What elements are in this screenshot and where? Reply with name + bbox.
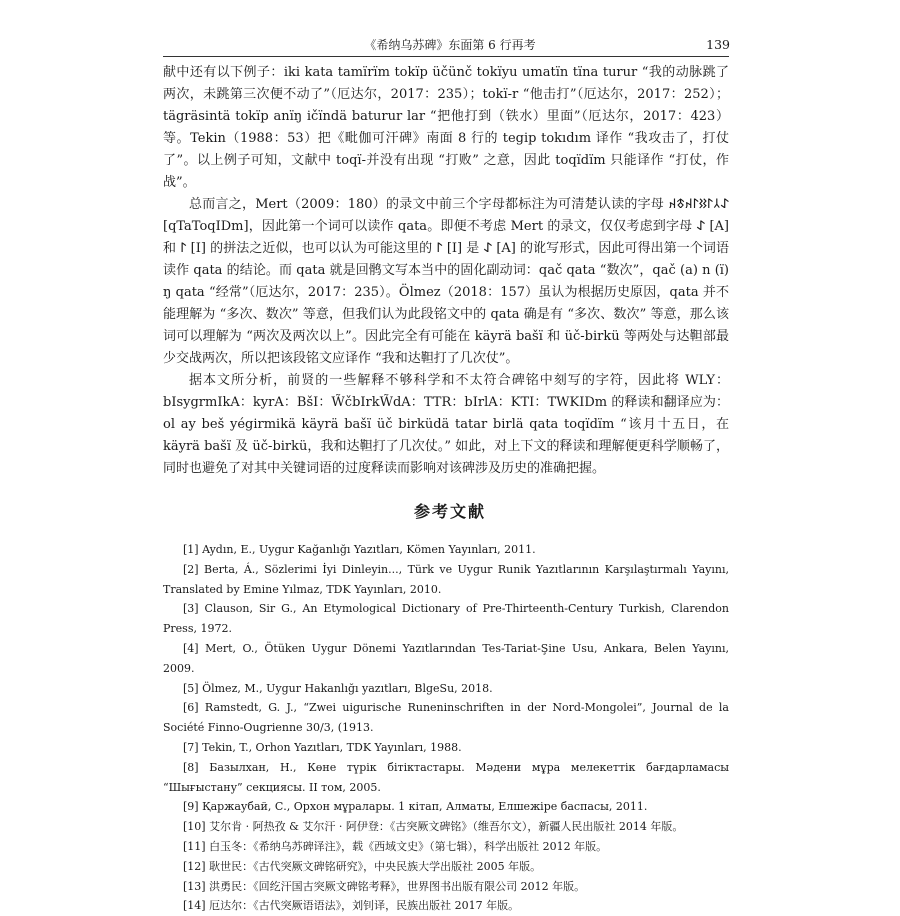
reference-text: 厄达尔：《古代突厥语语法》，刘钊译，民族出版社 2017 年版。	[209, 899, 520, 913]
reference-number: [4]	[183, 641, 199, 655]
reference-number: [6]	[183, 701, 199, 715]
reference-number: [9]	[183, 800, 199, 814]
reference-item	[163, 698, 729, 738]
reference-text: Clauson, Sir G., An Etymological Dictionary of Pre-Thirteenth-Century Turkish, Clarendon Press, 1972.	[163, 602, 729, 636]
body-text	[163, 62, 729, 480]
paragraph: 据本文所分析，前贤的一些解释不够科学和不太符合碑铭中刻写的字符，因此将 WLY：bIsygrmIkA：kyrA：BšI：W̃čbIrkW̃dA：TTR：bIrlA：KTI：TWKIDm 的释读和翻译应为：ol ay beš yégirmikä käyrä bašï üč birküdä tatar birlä qata toqïdïm “该月十五日，在 käyrä bašï 及 üč-birkü，我和达靼打了几次仗。” 如此，对上下文的释读和理解便更科学顺畅了，同时也避免了对其中关键词语的过度释读而影响对该碑涉及历史的准确把握。	[163, 373, 729, 476]
reference-text: 耿世民：《古代突厥文碑铭研究》，中央民族大学出版社 2005 年版。	[209, 859, 542, 873]
reference-number: [13]	[183, 879, 206, 893]
reference-text: Mert, O., Ötüken Uygur Dönemi Yazıtlarından Tes-Tariat-Şine Usu, Ankara, Belen Yayını, 2009.	[163, 641, 729, 675]
reference-number: [5]	[183, 681, 199, 695]
reference-number: [7]	[183, 740, 199, 754]
reference-text: 洪勇民：《回纥汗国古突厥文碑铭考释》，世界图书出版有限公司 2012 年版。	[209, 879, 586, 893]
reference-text: Ramstedt, G. J., “Zwei uigurische Runeninschriften in der Nord-Mongolei”, Journal de la Société Finno-Ougrienne 30/3, (1913.	[163, 701, 729, 735]
reference-number: [12]	[183, 859, 206, 873]
reference-text: 白玉冬：《希纳乌苏碑译注》，载《西域文史》（第七辑），科学出版社 2012 年版。	[209, 839, 608, 853]
reference-item	[163, 758, 729, 798]
paragraph: 献中还有以下例子：iki kata tamïrïm tokïp üčünč tokïyu umatïn tïna turur “我的动脉跳了两次，未跳第三次便不动了”（厄达尔，2017：235）；tokï-r “他击打”（厄达尔，2017：252）；tägräsintä tokïp anïŋ ičïndä baturur lar “把他打到（铁水）里面”（厄达尔，2017：423）等。Tekin（1988：53）把《毗伽可汗碑》南面 8 行的 tegip tokıdım 译作 “我攻击了，打仗了”。以上例子可知，文献中 toqï-并没有出现 “打败” 之意，因此 toqïdïm 只能译作 “打仗，作战”。	[163, 65, 729, 190]
reference-text: Berta, Á., Sözlerimi İyi Dinleyin..., Türk ve Uygur Runik Yazıtlarının Karşılaştırmalı Yayını, Translated by Emine Yılmaz, TDK Yayınları, 2010.	[163, 562, 730, 596]
reference-item	[163, 877, 729, 897]
reference-item	[163, 797, 729, 817]
paragraph: 总而言之，Mert（2009：180）的录文中前三个字母都标注为可清楚认读的字母 𐰀𐰲𐰃𐰑𐰃𐰴𐱃𐰴 [qTaToqIDm]，因此第一个词可以读作 qata。即便不考虑 Mert 的录文，仅仅考虑到字母 𐰀 [A] 和 𐰃 [I] 的拼法之近似，也可以认为可能这里的 𐰃 [I] 是 𐰀 [A] 的讹写形式，因此可得出第一个词语读作 qata 的结论。而 qata 就是回鹘文写本当中的固化副动词：qač qata “数次”，qač (a) n (ï) ŋ qata “经常”（厄达尔，2017：235）。Ölmez（2018：157）虽认为根据历史原因，qata 并不能理解为 “多次、数次” 等意，但我们认为此段铭文中的 qata 确是有 “多次、数次” 等意，那么该词可以理解为 “两次及两次以上”。因此完全有可能在 käyrä bašï 和 üč-birkü 等两处与达靼部最少交战两次，所以把该段铭文应译作 “我和达靼打了几次仗”。	[163, 197, 729, 366]
reference-item	[163, 738, 729, 758]
reference-number: [3]	[183, 602, 199, 616]
reference-text: 艾尔肯 · 阿热孜 & 艾尔汗 · 阿伊登：《古突厥文碑铭》（维吾尔文），新疆人民出版社 2014 年版。	[209, 820, 684, 834]
reference-text: Базылхан, Н., Көне түрік бітіктастары. Мәдени мұра мелекеттік бағдарламасы “Шығыстану” секциясы. II том, 2005.	[163, 760, 729, 794]
reference-text: Ölmez, M., Uygur Hakanlığı yazıtları, BlgeSu, 2018.	[202, 681, 493, 695]
references-heading: 参考文献	[413, 502, 486, 521]
reference-item	[163, 817, 729, 837]
reference-number: [1]	[183, 543, 199, 556]
reference-item	[163, 639, 729, 679]
reference-item	[163, 679, 729, 699]
reference-item	[163, 837, 729, 857]
reference-item	[163, 896, 729, 916]
reference-text: Aydın, E., Uygur Kağanlığı Yazıtları, Kömen Yayınları, 2011.	[202, 543, 536, 556]
reference-item	[163, 540, 729, 560]
references-list	[163, 540, 729, 916]
header-rule	[163, 56, 729, 57]
reference-number: [11]	[183, 839, 206, 853]
reference-item	[163, 599, 729, 639]
running-head	[0, 36, 900, 54]
reference-number: [14]	[183, 899, 206, 913]
reference-number: [10]	[183, 820, 206, 834]
running-head-title: 《希纳乌苏碑》东面第 6 行再考	[364, 38, 536, 52]
reference-item	[163, 560, 729, 600]
reference-number: [2]	[183, 562, 199, 576]
page-number: 139	[706, 37, 730, 52]
reference-text: Tekin, T., Orhon Yazıtları, TDK Yayınları, 1988.	[202, 740, 462, 754]
reference-item	[163, 857, 729, 877]
reference-text: Қаржаубай, С., Орхон мұралары. 1 кітап, Алматы, Елшежіре баспасы, 2011.	[202, 800, 648, 814]
reference-number: [8]	[183, 760, 199, 774]
